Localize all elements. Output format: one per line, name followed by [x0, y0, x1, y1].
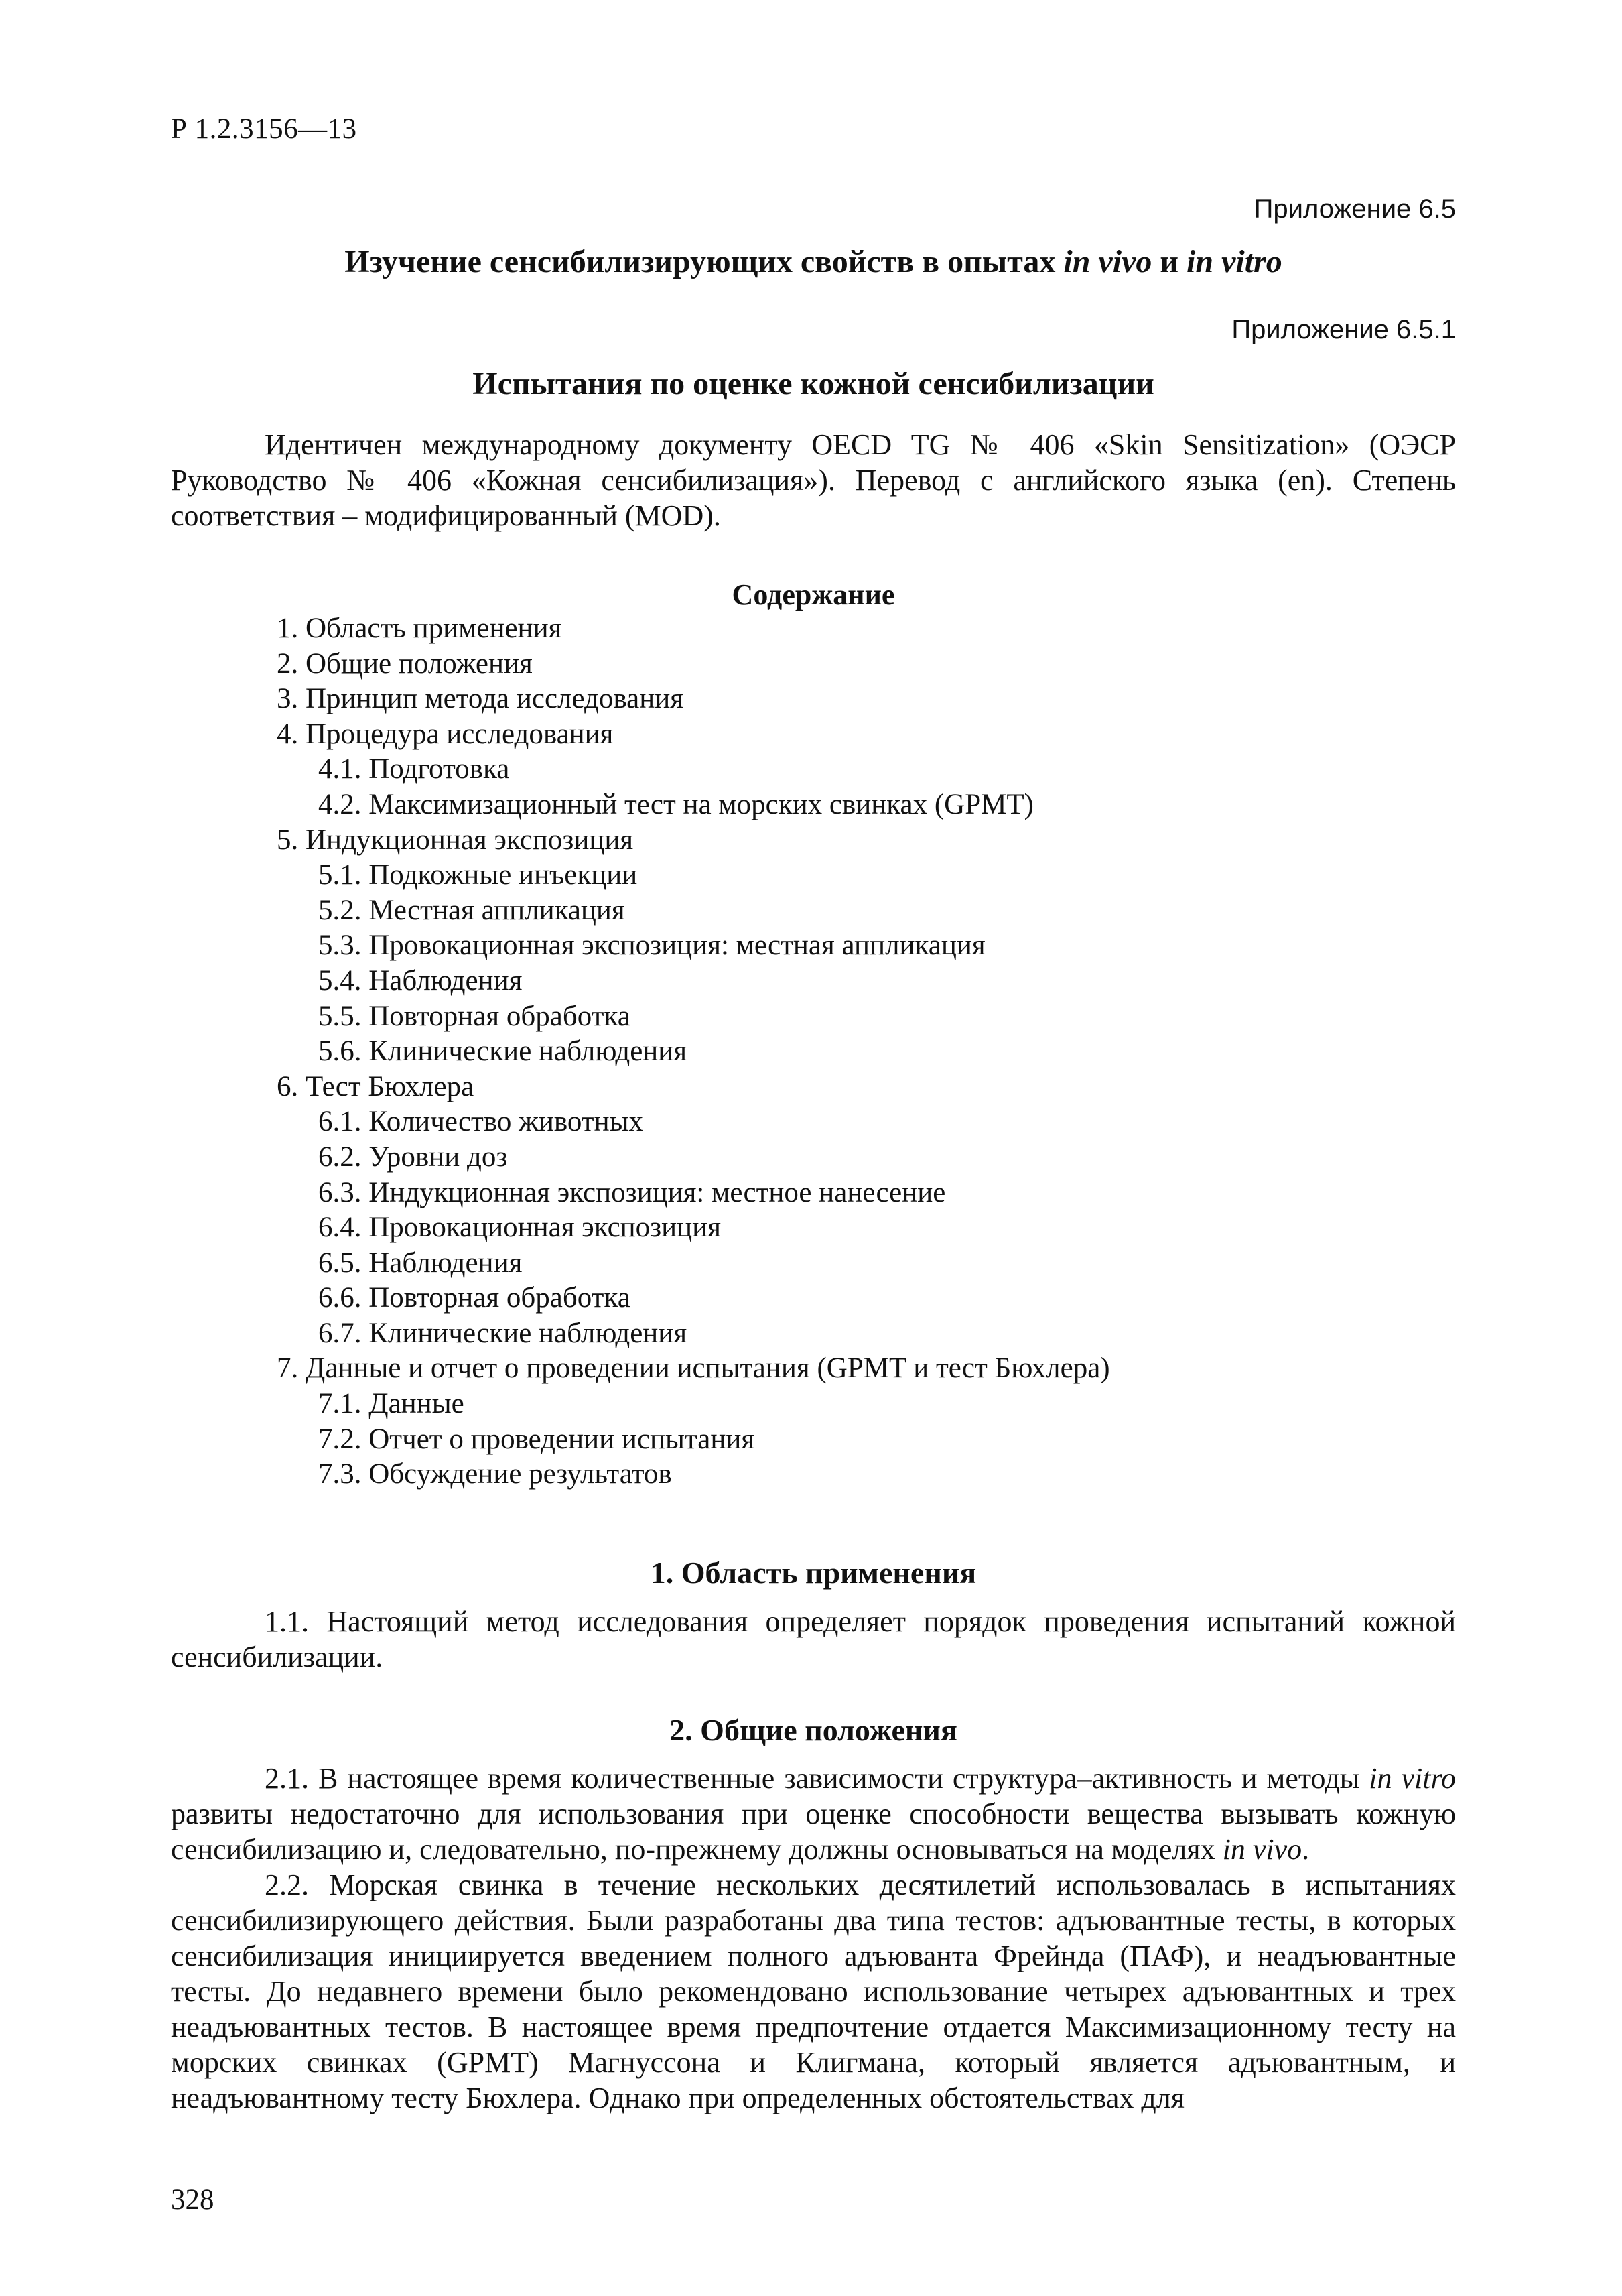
- appendix-label-6-5: Приложение 6.5: [1254, 194, 1456, 224]
- table-of-contents: [277, 611, 1483, 1492]
- toc-subitem: 7.2. Отчет о проведении испытания: [318, 1423, 755, 1455]
- toc-item: 3. Принцип метода исследования: [277, 683, 684, 715]
- appendix-label-6-5-1: Приложение 6.5.1: [1231, 315, 1456, 344]
- toc-subitem: 5.5. Повторная обработка: [318, 1000, 630, 1032]
- toc-subitem: 5.4. Наблюдения: [318, 964, 523, 997]
- main-title-in-vivo: in vivo: [1063, 244, 1152, 279]
- toc-subitem: 6.7. Клинические наблюдения: [318, 1317, 687, 1349]
- main-title: [171, 243, 1456, 280]
- toc-subitem: 6.6. Повторная обработка: [318, 1282, 630, 1314]
- page-number: 328: [171, 2184, 214, 2216]
- document-code: Р 1.2.3156—13: [171, 113, 357, 145]
- main-title-conj: и: [1152, 244, 1187, 279]
- toc-item: 7. Данные и отчет о проведении испытания (GPMT и тест Бюхлера): [277, 1352, 1110, 1385]
- toc-subitem: 6.2. Уровни доз: [318, 1141, 508, 1173]
- toc-item: 5. Индукционная экспозиция: [277, 824, 634, 856]
- toc-heading: Содержание: [732, 578, 895, 611]
- toc-item: 4. Процедура исследования: [277, 718, 614, 750]
- toc-subitem: 6.1. Количество животных: [318, 1106, 643, 1138]
- toc-subitem: 4.2. Максимизационный тест на морских свинках (GPMT): [318, 788, 1034, 820]
- toc-subitem: 5.1. Подкожные инъекции: [318, 859, 638, 891]
- section-2-heading: 2. Общие положения: [669, 1713, 957, 1747]
- intro-paragraph: Идентичен международному документу OECD TG № 406 «Skin Sensitization» (ОЭСР Руководство № 406 «Кожная сенсибилизация»). Перевод с английского языка (en). Степень соответствия – модифицированный (MOD).: [171, 428, 1456, 532]
- toc-subitem: 6.5. Наблюдения: [318, 1247, 523, 1279]
- toc-item: 2. Общие положения: [277, 647, 533, 680]
- section-1-heading: 1. Область применения: [650, 1555, 977, 1590]
- toc-item: 1. Область применения: [277, 613, 562, 644]
- paragraph-2-1-text-c: .: [1302, 1833, 1310, 1866]
- paragraph-2-1-text-a: 2.1. В настоящее время количественные зависимости структура–активность и методы: [265, 1762, 1369, 1795]
- toc-subitem: 5.2. Местная аппликация: [318, 894, 625, 926]
- toc-subitem: 5.6. Клинические наблюдения: [318, 1035, 687, 1068]
- paragraph-2-1: [171, 1761, 1456, 1867]
- toc-subitem: 7.3. Обсуждение результатов: [318, 1458, 672, 1490]
- paragraph-2-1-text-b: развиты недостаточно для использования при оценке способности вещества вызывать кожную сенсибилизацию и, следовательно, по-прежнему должны основываться на моделях: [171, 1797, 1456, 1866]
- paragraph-2-1-in-vitro: in vitro: [1369, 1762, 1456, 1795]
- paragraph-2-2: 2.2. Морская свинка в течение нескольких десятилетий использовалась в испытаниях сенсибилизирующего действия. Были разработаны два типа тестов: адъювантные тесты, в которых сенсибилизация инициируется введением полного адъюванта Фрейнда (ПАФ), и неадъювантные тесты. До недавнего времени было рекомендовано использование четырех адъювантных и трех неадъювантных тестов. В настоящее время предпочтение отдается Максимизационному тесту на морских свинках (GPMT) Магнуссона и Клигмана, который является адъювантным, и неадъювантному тесту Бюхлера. Однако при определенных обстоятельствах для: [171, 1868, 1456, 2114]
- toc-subitem: 4.1. Подготовка: [318, 753, 510, 785]
- toc-subitem: 6.4. Провокационная экспозиция: [318, 1212, 721, 1244]
- toc-subitem: 5.3. Провокационная экспозиция: местная аппликация: [318, 930, 986, 962]
- toc-subitem: 6.3. Индукционная экспозиция: местное нанесение: [318, 1176, 946, 1208]
- paragraph-1-1: 1.1. Настоящий метод исследования определяет порядок проведения испытаний кожной сенсибилизации.: [171, 1605, 1456, 1673]
- sub-title: Испытания по оценке кожной сенсибилизации: [472, 366, 1154, 401]
- toc-item: 6. Тест Бюхлера: [277, 1070, 474, 1102]
- toc-subitem: 7.1. Данные: [318, 1388, 464, 1420]
- main-title-in-vitro: in vitro: [1187, 244, 1282, 279]
- paragraph-2-1-in-vivo: in vivo: [1222, 1833, 1302, 1866]
- main-title-text: Изучение сенсибилизирующих свойств в опытах: [344, 244, 1064, 279]
